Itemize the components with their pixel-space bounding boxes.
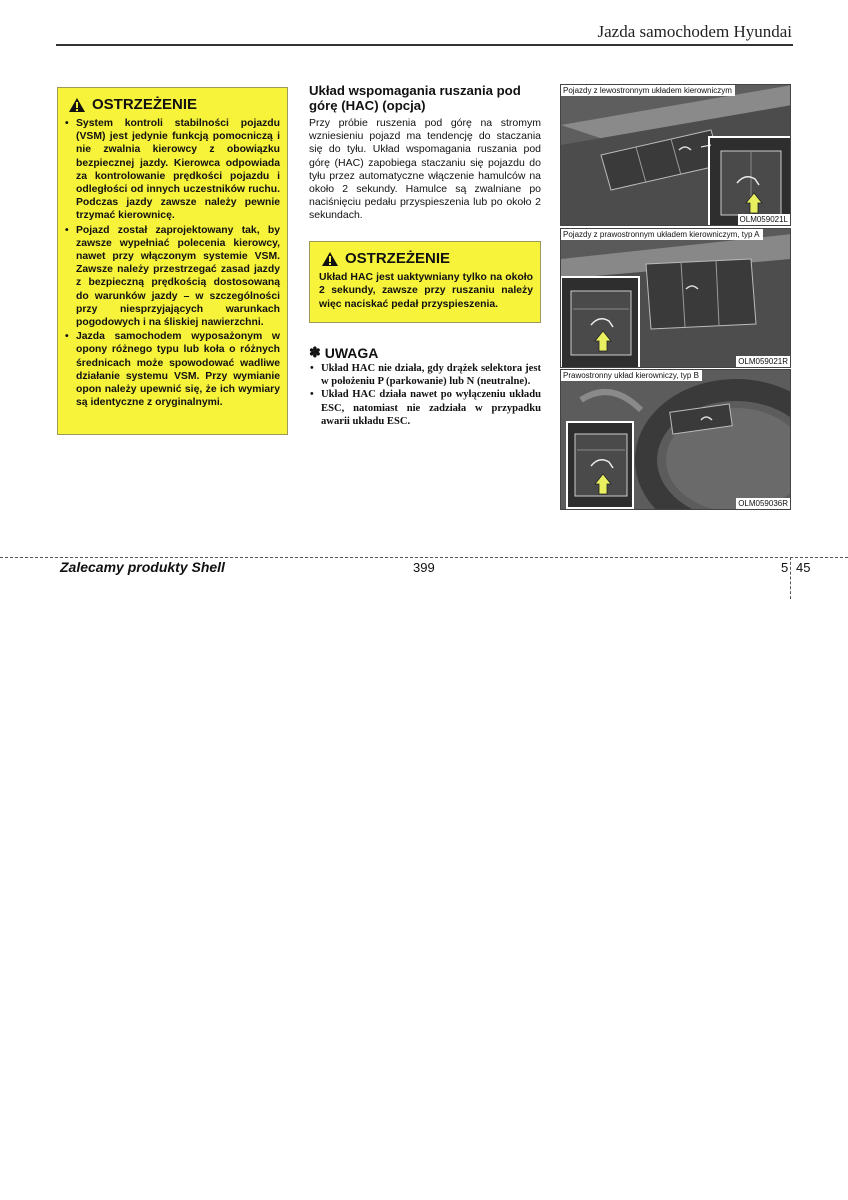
- figure-caption: Pojazdy z prawostronnym układem kierowniczym, typ A: [561, 229, 763, 240]
- running-header: Jazda samochodem Hyundai: [597, 22, 792, 41]
- footer-slogan: Zalecamy produkty Shell: [60, 559, 225, 575]
- steering-wheel-switch-illustration: [561, 370, 791, 510]
- warning-item: • Pojazd został zaprojektowany tak, by zawsze wypełniać polecenia kierowcy, nawet przy włączonym systemie VSM. Zawsze należy przestrzegać zasad jazdy z bezpieczną prędkością dostosowaną do warunków jazdy – w szczególności przy niesprzyjających warunkach pogodowych i na śliskiej nawierzchni.: [64, 224, 280, 330]
- note-item: • Układ HAC działa nawet po wyłączeniu układu ESC, natomiast nie zadziała w przypadku awarii układu ESC.: [309, 388, 541, 428]
- figure-code: OLM059036R: [738, 499, 788, 508]
- warning-text: Układ HAC jest uaktywniany tylko na około 2 sekundy, zawsze przy ruszaniu należy więc naciskać pedał przyspieszenia.: [319, 272, 533, 310]
- figure-caption: Pojazdy z lewostronnym układem kierowniczym: [561, 85, 735, 96]
- hac-heading: Układ wspomagania ruszania pod górę (HAC) (opcja): [309, 83, 521, 113]
- figure-code: OLM059021R: [738, 357, 788, 366]
- footer-page-number: 399: [413, 560, 435, 575]
- footer-section-page: 45: [796, 560, 811, 575]
- warning-item: • Jazda samochodem wyposażonym w opony różnego typu lub koła o różnych średnicach może spowodować wadliwe działanie systemu VSM. Przy wymianie opon należy upewnić się, że ich wymiary są identyczne z oryginalnymi.: [64, 330, 280, 409]
- warning-triangle-icon: [321, 251, 339, 267]
- note-list: [309, 362, 541, 428]
- figure-caption: Prawostronny układ kierowniczy, typ B: [561, 370, 702, 381]
- warning-heading: [68, 96, 280, 113]
- dashboard-switch-illustration: [561, 229, 791, 368]
- warning-triangle-icon: [68, 97, 86, 113]
- warning-title: OSTRZEŻENIE: [92, 96, 198, 113]
- footer-dashed-rule: [0, 557, 848, 558]
- footer-chapter: 5: [781, 560, 789, 575]
- figure-code: OLM059021L: [739, 215, 788, 224]
- footer-vertical-divider: [790, 557, 791, 599]
- vsm-warning-box: [57, 87, 288, 435]
- hac-body: Przy próbie ruszenia pod górę na stromym wzniesieniu pojazd ma tendencję do staczania się do tyłu. Układ wspomagania ruszania pod górę (HAC) zapobiega staczaniu się pojazdu do tyłu przez automatyczne włączenie hamulców na około 2 sekundy. Hamulce są zwalniane po naciśnięciu pedału przyspieszenia lub po około 2 sekundach.: [309, 117, 541, 222]
- dashboard-switch-illustration: [561, 85, 791, 226]
- warning-title: OSTRZEŻENIE: [345, 250, 451, 267]
- asterisk-icon: ✽: [309, 344, 321, 360]
- note-heading: [309, 344, 378, 361]
- note-title: UWAGA: [324, 344, 379, 361]
- hac-warning-box: [309, 241, 541, 323]
- figure-lhd: [560, 84, 791, 226]
- warning-list: [64, 117, 280, 409]
- figure-rhd-type-a: [560, 228, 791, 368]
- warning-item: • System kontroli stabilności pojazdu (VSM) jest jedynie funkcją pomocniczą i nie zwalnia kierowcy z obowiązku bezpiecznej jazdy. Kierowca odpowiada za kontrolowanie prędkości pojazdu i odległości od innych uczestników ruchu. Podczas jazdy zawsze należy pewnie trzymać kierownicę.: [64, 117, 280, 223]
- figure-rhd-type-b: [560, 369, 791, 510]
- warning-heading: [321, 250, 533, 267]
- header-rule: [56, 44, 793, 46]
- note-item: • Układ HAC nie działa, gdy drążek selektora jest w położeniu P (parkowanie) lub N (neutralne).: [309, 362, 541, 388]
